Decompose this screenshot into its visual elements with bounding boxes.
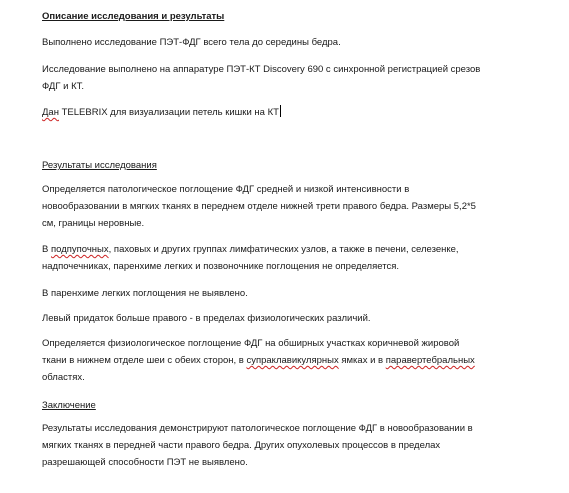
- paragraph-brown-fat-line2-b: ямках и в: [338, 355, 386, 366]
- paragraph-lymph-line1-a: В: [42, 244, 51, 255]
- paragraph-lymph-line2: надпочечниках, паренхиме легких и позвоночнике поглощения не определяется.: [42, 261, 399, 272]
- paragraph-lungs-text: В паренхиме легких поглощения не выявлено.: [42, 288, 248, 299]
- conclusion-title: [42, 397, 542, 414]
- paragraph-pathology-line2: новообразовании в мягких тканях в переднем отделе нижней трети правого бедра. Размеры 5,2*5: [42, 201, 476, 212]
- paragraph-conclusion-line1: Результаты исследования демонстрируют патологическое поглощение ФДГ в новообразовании в: [42, 423, 473, 434]
- paragraph-lymph-nodes: [42, 241, 542, 275]
- conclusion-title-text: Заключение: [42, 400, 96, 411]
- spellcheck-word-podpupochnyh: подпупочных: [50, 244, 109, 255]
- paragraph-exam-scope: [42, 34, 542, 51]
- paragraph-brown-fat-line1: Определяется физиологическое поглощение ФДГ на обширных участках коричневой жировой: [42, 338, 460, 349]
- paragraph-adnexa-text: Левый придаток больше правого - в пределах физиологических различий.: [42, 313, 371, 324]
- paragraph-pathology-line3: см, границы неровные.: [42, 218, 145, 229]
- section-title-text: Описание исследования и результаты: [42, 11, 225, 22]
- paragraph-conclusion-line3: разрешающей способности ПЭТ не выявлено.: [42, 457, 248, 468]
- spellcheck-word-dan: Дан: [42, 107, 59, 118]
- paragraph-pathology-line1: Определяется патологическое поглощение ФДГ средней и низкой интенсивности в: [42, 184, 410, 195]
- paragraph-equipment-line1: Исследование выполнено на аппаратуре ПЭТ-КТ Discovery 690 с синхронной регистрацией срезов: [42, 64, 481, 75]
- paragraph-brown-fat: [42, 335, 542, 386]
- paragraph-lymph-line1-b: , паховых и других группах лимфатических узлов, а также в печени, селезенке,: [108, 244, 459, 255]
- results-title: [42, 157, 542, 174]
- paragraph-conclusion: [42, 420, 542, 471]
- paragraph-contrast-text: TELEBRIX для визуализации петель кишки на КТ: [58, 107, 279, 118]
- paragraph-equipment-line2: ФДГ и КТ.: [42, 81, 84, 92]
- results-title-text: Результаты исследования: [42, 160, 157, 171]
- paragraph-brown-fat-line2-a: ткани в нижнем отделе шеи с обеих сторон, в: [42, 355, 247, 366]
- section-title: [42, 8, 542, 25]
- paragraph-adnexa: [42, 310, 542, 327]
- spellcheck-word-paravertebral: паравертебральных: [385, 355, 475, 366]
- paragraph-contrast: [42, 104, 542, 121]
- paragraph-conclusion-line2: мягких тканях в передней части правого бедра. Других опухолевых процессов в пределах: [42, 440, 441, 451]
- paragraph-pathology: [42, 181, 542, 232]
- paragraph-exam-scope-text: Выполнено исследование ПЭТ-ФДГ всего тела до середины бедра.: [42, 37, 341, 48]
- paragraph-equipment: [42, 61, 542, 95]
- paragraph-lungs: [42, 285, 542, 302]
- spellcheck-word-supraclavicular: супраклавикулярных: [246, 355, 339, 366]
- text-cursor: [280, 105, 281, 117]
- paragraph-brown-fat-line3: областях.: [42, 372, 85, 383]
